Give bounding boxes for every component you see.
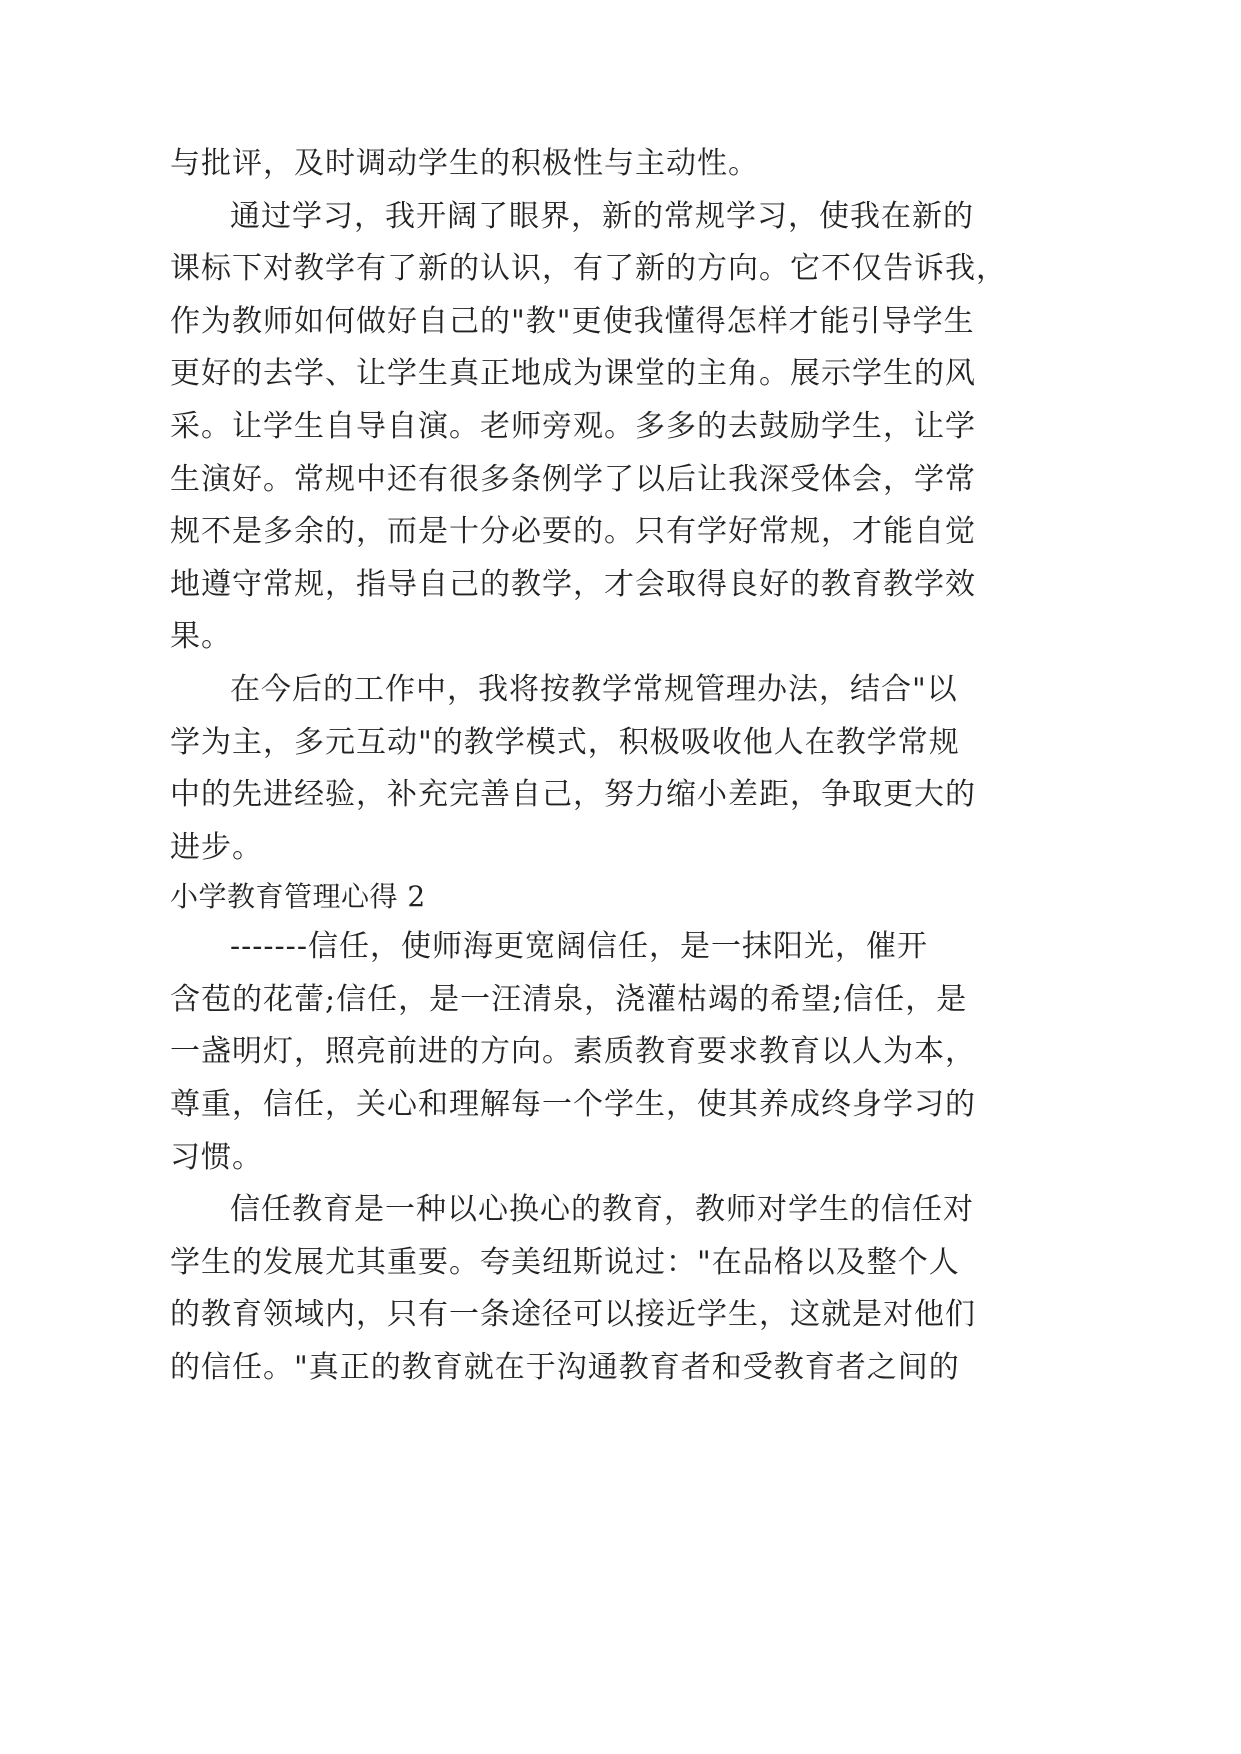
paragraph-line: 中的先进经验，补充完善自己，努力缩小差距，争取更大的	[170, 777, 976, 812]
paragraph-line: 果。	[170, 619, 232, 654]
paragraph-line: 含苞的花蕾;信任，是一汪清泉，浇灌枯竭的希望;信任，是	[170, 982, 968, 1017]
paragraph-line: 更好的去学、让学生真正地成为课堂的主角。展示学生的风	[170, 356, 976, 391]
paragraph-line: 的信任。"真正的教育就在于沟通教育者和受教育者之间的	[170, 1350, 960, 1385]
paragraph-line: 生演好。常规中还有很多条例学了以后让我深受体会，学常	[170, 462, 976, 497]
paragraph-line: 作为教师如何做好自己的"教"更使我懂得怎样才能引导学生	[170, 304, 975, 339]
paragraph-line: 规不是多余的，而是十分必要的。只有学好常规，才能自觉	[170, 514, 976, 549]
paragraph-line: 习惯。	[170, 1140, 263, 1175]
paragraph-line: 一盏明灯，照亮前进的方向。素质教育要求教育以人为本，	[170, 1034, 976, 1069]
paragraph-line: 尊重，信任，关心和理解每一个学生，使其养成终身学习的	[170, 1087, 976, 1122]
paragraph-line: 在今后的工作中，我将按教学常规管理办法，结合"以	[230, 672, 958, 707]
paragraph-line: 与批评，及时调动学生的积极性与主动性。	[170, 146, 759, 181]
paragraph-line: 采。让学生自导自演。老师旁观。多多的去鼓励学生，让学	[170, 409, 976, 444]
paragraph-line: 课标下对教学有了新的认识，有了新的方向。它不仅告诉我，	[170, 251, 1007, 286]
paragraph-line: 信任教育是一种以心换心的教育，教师对学生的信任对	[230, 1192, 974, 1227]
paragraph-line: 学生的发展尤其重要。夸美纽斯说过："在品格以及整个人	[170, 1245, 960, 1280]
paragraph-line: 进步。	[170, 830, 263, 865]
paragraph-line: -------信任，使师海更宽阔信任，是一抹阳光，催开	[230, 929, 928, 964]
section-heading: 小学教育管理心得 2	[170, 880, 426, 913]
paragraph-line: 地遵守常规，指导自己的教学，才会取得良好的教育教学效	[170, 567, 976, 602]
paragraph-line: 学为主，多元互动"的教学模式，积极吸收他人在教学常规	[170, 725, 960, 760]
paragraph-line: 的教育领域内，只有一条途径可以接近学生，这就是对他们	[170, 1297, 976, 1332]
paragraph-line: 通过学习，我开阔了眼界，新的常规学习，使我在新的	[230, 199, 974, 234]
